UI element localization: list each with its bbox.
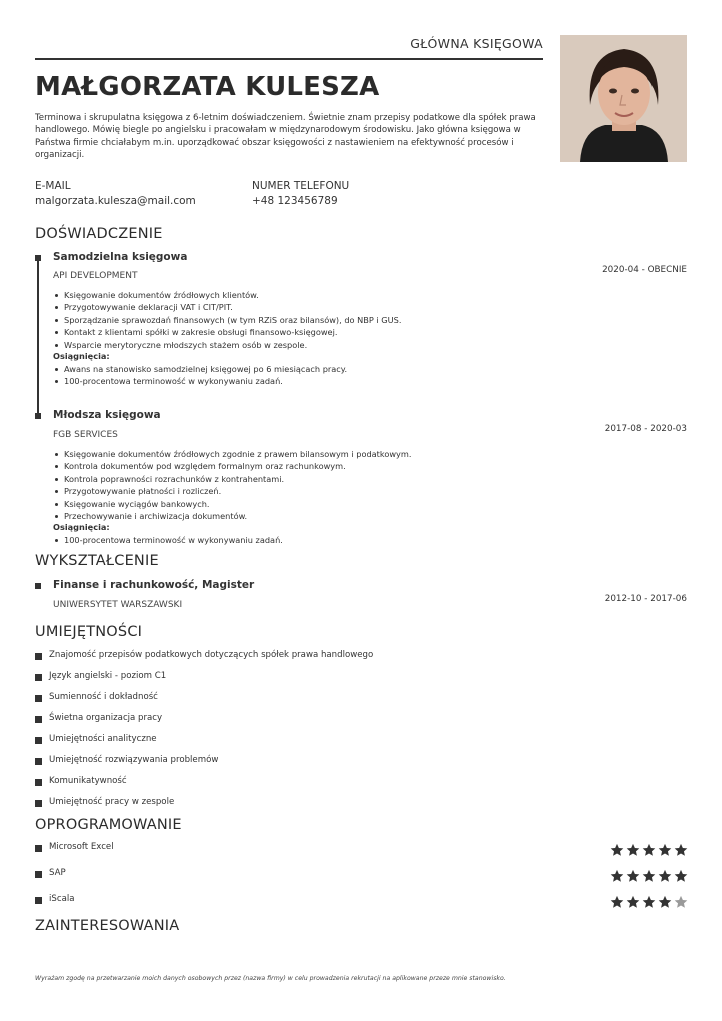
list-item: Przechowywanie i archiwizacja dokumentów. xyxy=(53,510,411,522)
achievements-list xyxy=(53,363,347,388)
candidate-name: MAŁGORZATA KULESZA xyxy=(35,72,380,102)
education-dates: 2012-10 - 2017-06 xyxy=(604,594,687,604)
list-item: 100-procentowa terminowość w wykonywaniu zadań. xyxy=(53,534,283,546)
star-filled-icon xyxy=(642,895,656,909)
software-item: Microsoft Excel xyxy=(49,842,114,852)
education-school: UNIWERSYTET WARSZAWSKI xyxy=(53,600,183,610)
star-filled-icon xyxy=(642,869,656,883)
star-filled-icon xyxy=(610,843,624,857)
timeline-marker xyxy=(35,413,41,419)
education-section-title: WYKSZTAŁCENIE xyxy=(35,553,159,569)
interests-section-title: ZAINTERESOWANIA xyxy=(35,918,180,934)
email-value[interactable]: malgorzata.kulesza@mail.com xyxy=(35,195,196,207)
software-section-title: OPROGRAMOWANIE xyxy=(35,817,182,833)
skill-bullet-icon xyxy=(35,695,42,702)
skill-bullet-icon xyxy=(35,779,42,786)
job-dates: 2017-08 - 2020-03 xyxy=(604,424,687,434)
list-item: Awans na stanowisko samodzielnej księgowej po 6 miesiącach pracy. xyxy=(53,363,347,375)
job-duties-list xyxy=(53,448,411,522)
list-item: Księgowanie dokumentów źródłowych klientów. xyxy=(53,289,401,301)
phone-label: NUMER TELEFONU xyxy=(252,180,350,192)
star-filled-icon xyxy=(658,843,672,857)
profile-photo xyxy=(560,35,687,162)
star-filled-icon xyxy=(626,895,640,909)
header-divider xyxy=(35,58,543,60)
skill-bullet-icon xyxy=(35,653,42,660)
profile-summary: Terminowa i skrupulatna księgowa z 6-letnim doświadczeniem. Świetnie znam przepisy podatkowe dla spółek prawa handlowego. Mówię biegle po angielsku i pracowałam w międzynarodowym środowisku. Jako główna księgowa w Państwa firmie chciałabym m.in. uporządkować obszar księgowości z nastawieniem na efektywność procesów i organizacji. xyxy=(35,113,536,160)
job-title: GŁÓWNA KSIĘGOWA xyxy=(410,36,543,51)
software-rating xyxy=(610,869,688,883)
skills-section-title: UMIEJĘTNOŚCI xyxy=(35,624,143,640)
skill-bullet-icon xyxy=(35,716,42,723)
skill-item: Język angielski - poziom C1 xyxy=(49,671,167,681)
job-position: Samodzielna księgowa xyxy=(53,251,188,263)
skill-bullet-icon xyxy=(35,758,42,765)
job-company: API DEVELOPMENT xyxy=(53,271,138,281)
job-position: Młodsza księgowa xyxy=(53,409,161,421)
star-filled-icon xyxy=(626,843,640,857)
skill-bullet-icon xyxy=(35,674,42,681)
list-item: Księgowanie dokumentów źródłowych zgodnie z prawem bilansowym i podatkowym. xyxy=(53,448,411,460)
skill-bullet-icon xyxy=(35,737,42,744)
list-item: Kontrola dokumentów pod względem formalnym oraz rachunkowym. xyxy=(53,460,411,472)
software-item: iScala xyxy=(49,894,75,904)
software-bullet-icon xyxy=(35,845,42,852)
star-filled-icon xyxy=(658,869,672,883)
software-rating xyxy=(610,843,688,857)
job-dates: 2020-04 - OBECNIE xyxy=(602,265,687,275)
list-item: Przygotowywanie płatności i rozliczeń. xyxy=(53,485,411,497)
skill-item: Znajomość przepisów podatkowych dotyczących spółek prawa handlowego xyxy=(49,650,374,660)
skill-bullet-icon xyxy=(35,800,42,807)
skill-item: Świetna organizacja pracy xyxy=(49,713,163,723)
achievements-label: Osiągnięcia: xyxy=(53,351,110,361)
list-item: Wsparcie merytoryczne młodszych stażem osób w zespole. xyxy=(53,339,401,351)
star-filled-icon xyxy=(626,869,640,883)
phone-value[interactable]: +48 123456789 xyxy=(252,195,338,207)
email-label: E-MAIL xyxy=(35,180,71,192)
skill-item: Sumienność i dokładność xyxy=(49,692,158,702)
experience-section-title: DOŚWIADCZENIE xyxy=(35,226,163,242)
star-filled-icon xyxy=(658,895,672,909)
star-filled-icon xyxy=(674,843,688,857)
achievements-label: Osiągnięcia: xyxy=(53,522,110,532)
skill-item: Umiejętność pracy w zespole xyxy=(49,797,175,807)
education-degree: Finanse i rachunkowość, Magister xyxy=(53,579,255,591)
skill-item: Umiejętności analityczne xyxy=(49,734,157,744)
job-duties-list xyxy=(53,289,401,351)
skill-item: Umiejętność rozwiązywania problemów xyxy=(49,755,219,765)
star-filled-icon xyxy=(610,895,624,909)
software-bullet-icon xyxy=(35,871,42,878)
software-item: SAP xyxy=(49,868,66,878)
star-filled-icon xyxy=(610,869,624,883)
list-item: Kontakt z klientami spółki w zakresie obsługi finansowo-księgowej. xyxy=(53,326,401,338)
education-marker xyxy=(35,583,41,589)
list-item: Przygotowywanie deklaracji VAT i CIT/PIT. xyxy=(53,301,401,313)
software-rating xyxy=(610,895,688,909)
star-filled-icon xyxy=(674,869,688,883)
star-filled-icon xyxy=(642,843,656,857)
experience-timeline xyxy=(37,258,39,418)
job-company: FGB SERVICES xyxy=(53,430,118,440)
timeline-marker xyxy=(35,255,41,261)
skill-item: Komunikatywność xyxy=(49,776,127,786)
software-bullet-icon xyxy=(35,897,42,904)
list-item: 100-procentowa terminowość w wykonywaniu zadań. xyxy=(53,375,347,387)
gdpr-consent-note: Wyrażam zgodę na przetwarzanie moich danych osobowych przez (nazwa firmy) w celu prowadzenia rekrutacji na aplikowane przeze mnie stanowisko. xyxy=(35,975,506,982)
achievements-list xyxy=(53,534,283,546)
star-empty-icon xyxy=(674,895,688,909)
list-item: Księgowanie wyciągów bankowych. xyxy=(53,498,411,510)
list-item: Kontrola poprawności rozrachunków z kontrahentami. xyxy=(53,473,411,485)
list-item: Sporządzanie sprawozdań finansowych (w tym RZiS oraz bilansów), do NBP i GUS. xyxy=(53,314,401,326)
